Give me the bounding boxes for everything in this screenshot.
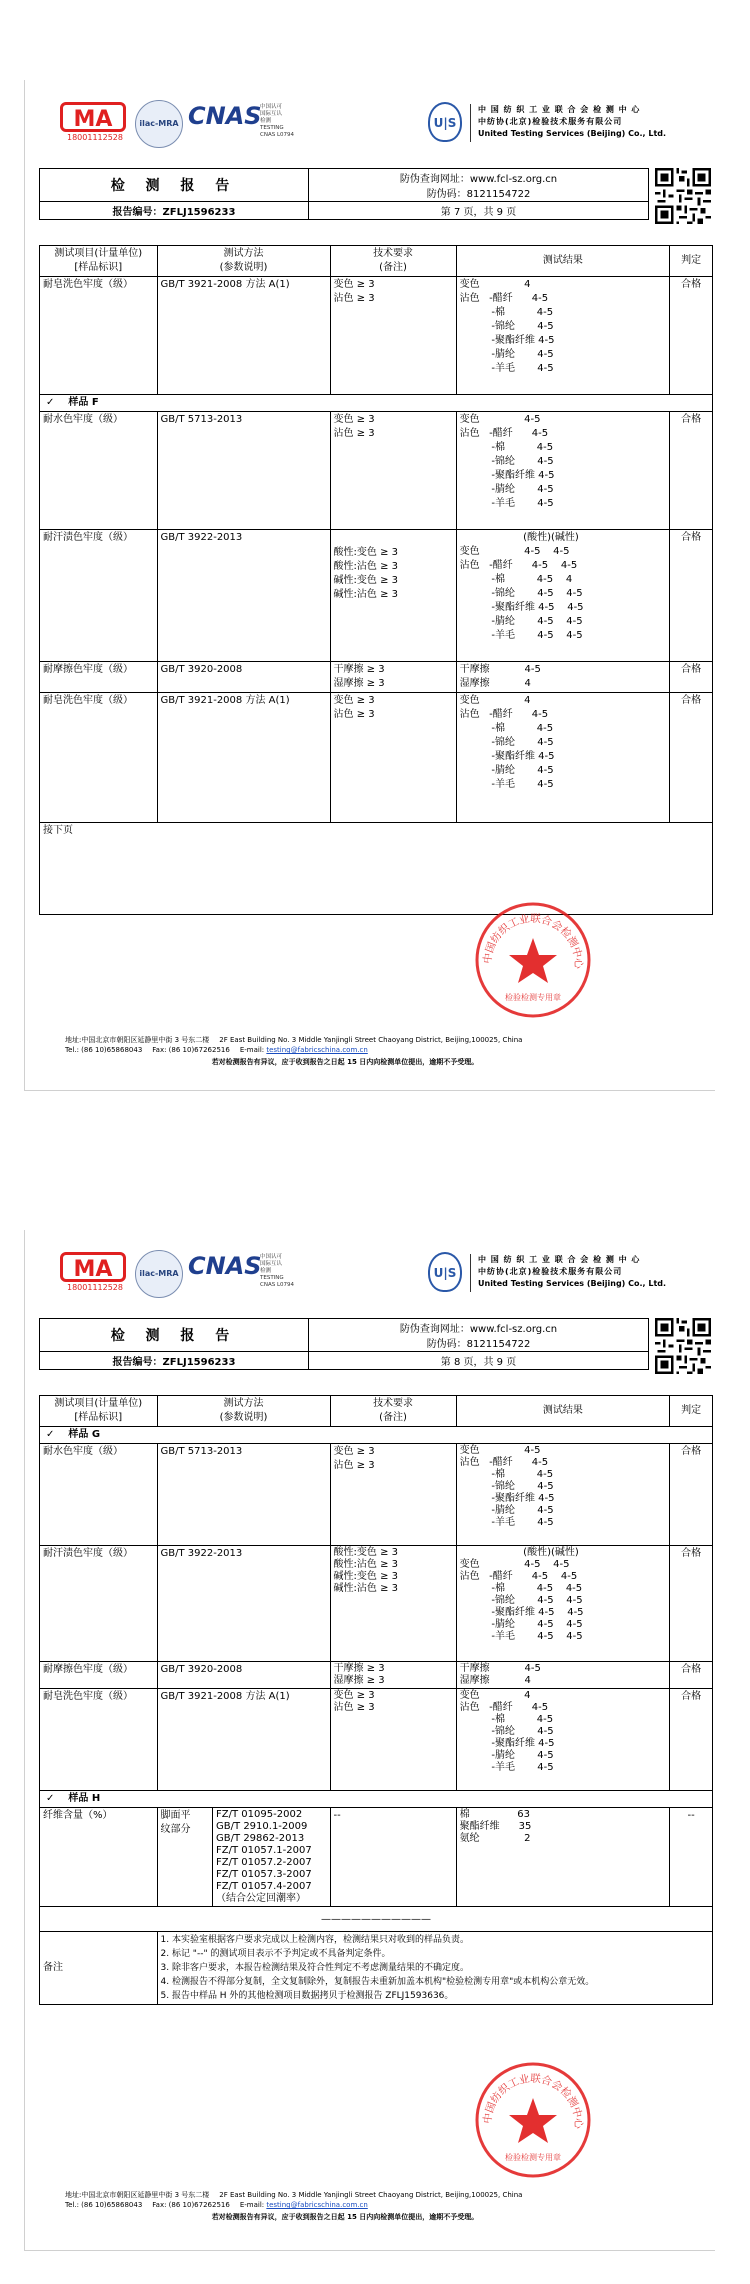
section-row: [40, 1427, 713, 1444]
ma-logo: MA 18001112528: [60, 102, 130, 144]
organization-name: 中 国 纺 织 工 业 联 合 会 检 测 中 心 中纺协(北京)检验技术服务有限公司 United Testing Services (Beijing) Co., Ltd.: [478, 1255, 667, 1288]
anti-fake-info: 防伪查询网址：www.fcl-sz.org.cn 防伪码：8121154722: [309, 169, 649, 202]
verdict-pass: 合格: [670, 693, 713, 823]
sample-label: 样品 G: [68, 1429, 101, 1440]
report-title-table: [39, 1318, 649, 1370]
svg-text:中国纺织工业联合会检测中心: 中国纺织工业联合会检测中心: [481, 912, 585, 969]
table-row: 耐汗渍色牢度（级） GB/T 3922-2013 酸性:变色 ≥ 3 酸性:沾色 ≥ 3 碱性:变色 ≥ 3 碱性:沾色 ≥ 3 (酸性)(碱性) 变色 4-5 4-5 沾色 -醋纤 4-5 4-5 -棉 4-5 4 -锦纶 4-5 4-5 -聚酯纤维 4-5 4-5 -腈纶 4-5 4-5 -羊毛 4-5 4-5 合格: [40, 530, 713, 662]
verdict-pass: 合格: [670, 1662, 713, 1689]
svg-text:检验检测专用章: 检验检测专用章: [505, 2153, 561, 2162]
table-header-row: [40, 1396, 713, 1427]
qr-code-icon: [655, 1318, 711, 1374]
page-number: 第 7 页，共 9 页: [309, 202, 649, 220]
table-row: 耐摩擦色牢度（级） GB/T 3920-2008 干摩擦 ≥ 3 湿摩擦 ≥ 3 干摩擦 4-5 湿摩擦 4 合格: [40, 662, 713, 693]
sample-label: 样品 H: [68, 1793, 101, 1804]
report-title: 检 测 报 告: [40, 169, 309, 202]
results-table-p7: [39, 245, 713, 915]
col-item: 测试项目(计量单位) [样品标识]: [40, 246, 158, 277]
table-row: 耐汗渍色牢度（级） GB/T 3922-2013 酸性:变色 ≥ 3 酸性:沾色 ≥ 3 碱性:变色 ≥ 3 碱性:沾色 ≥ 3 (酸性)(碱性) 变色 4-5 4-5 沾色 -醋纤 4-5 4-5 -棉 4-5 4-5 -锦纶 4-5 4-5 -聚酯纤维 4-5 4-5 -腈纶 4-5 4-5 -羊毛 4-5 4-5 合格: [40, 1546, 713, 1662]
ma-logo: MA 18001112528: [60, 1252, 130, 1294]
uts-logo: U|S: [428, 1252, 462, 1292]
logo-divider: [470, 104, 471, 142]
svg-text:中国纺织工业联合会检测中心: 中国纺织工业联合会检测中心: [481, 2072, 585, 2129]
col-verdict: 判定: [670, 246, 713, 277]
table-row: 耐水色牢度（级） GB/T 5713-2013 变色 ≥ 3 沾色 ≥ 3 变色 4-5 沾色 -醋纤 4-5 -棉 4-5 -锦纶 4-5 -聚酯纤维 4-5 -腈纶 4-5 -羊毛 4-5 合格: [40, 1444, 713, 1546]
col-requirement: 技术要求 (备注): [330, 1396, 456, 1427]
check-icon: ✓: [46, 397, 55, 408]
official-seal-stamp: [473, 2060, 593, 2180]
logo-divider: [470, 1254, 471, 1292]
cnas-logo: CNAS 中国认可 国际互认 检测 TESTING CNAS L0794: [188, 1252, 298, 1296]
letterhead: [60, 1250, 700, 1300]
svg-text:检验检测专用章: 检验检测专用章: [505, 993, 561, 1002]
col-requirement: 技术要求 (备注): [330, 246, 456, 277]
letterhead: [60, 100, 700, 150]
report-page-7: [24, 80, 715, 1091]
col-verdict: 判定: [670, 1396, 713, 1427]
table-row: 耐皂洗色牢度（级） GB/T 3921-2008 方法 A(1) 变色 ≥ 3 沾色 ≥ 3 变色 4 沾色 -醋纤 4-5 -棉 4-5 -锦纶 4-5 -聚酯纤维 4-5 -腈纶 4-5 -羊毛 4-5 合格: [40, 693, 713, 823]
qr-code-icon: [655, 168, 711, 224]
page-footer: 地址:中国北京市朝阳区延静里中街 3 号东二楼 2F East Building No. 3 Middle Yanjingli Street Chaoyang District, Beijing,100025, China Tel.: (86 10)65868043 Fax: (86 10)67262516 E-mail: testing@fabricschina.com.cn 若对检测报告有异议，应于收到报告之日起 15 日内向检测单位提出，逾期不予受理。: [65, 1036, 523, 1066]
end-divider: ———————————: [40, 1907, 713, 1932]
verdict-pass: 合格: [670, 412, 713, 530]
anti-fake-info: 防伪查询网址：www.fcl-sz.org.cn 防伪码：8121154722: [309, 1319, 649, 1352]
col-item: 测试项目(计量单位) [样品标识]: [40, 1396, 158, 1427]
cnas-logo: CNAS 中国认可 国际互认 检测 TESTING CNAS L0794: [188, 102, 298, 146]
ma-number: 18001112528: [67, 1283, 123, 1292]
col-result: 测试结果: [456, 246, 670, 277]
sample-label: 样品 F: [68, 397, 99, 408]
page-number: 第 8 页，共 9 页: [309, 1352, 649, 1370]
section-row: [40, 395, 713, 412]
verdict-pass: 合格: [670, 662, 713, 693]
ilac-mra-logo: ilac-MRA: [135, 100, 183, 148]
uts-logo: U|S: [428, 102, 462, 142]
table-row: 耐水色牢度（级） GB/T 5713-2013 变色 ≥ 3 沾色 ≥ 3 变色 4-5 沾色 -醋纤 4-5 -棉 4-5 -锦纶 4-5 -聚酯纤维 4-5 -腈纶 4-5 -羊毛 4-5 合格: [40, 412, 713, 530]
continued-label: 接下页: [40, 823, 713, 915]
email-link[interactable]: testing@fabricschina.com.cn: [266, 1046, 368, 1054]
table-row: 耐摩擦色牢度（级） GB/T 3920-2008 干摩擦 ≥ 3 湿摩擦 ≥ 3 干摩擦 4-5 湿摩擦 4 合格: [40, 1662, 713, 1689]
ilac-mra-logo: ilac-MRA: [135, 1250, 183, 1298]
report-number: 报告编号：ZFLJ1596233: [40, 202, 309, 220]
email-link[interactable]: testing@fabricschina.com.cn: [266, 2201, 368, 2209]
divider-row: [40, 1907, 713, 1932]
section-row: [40, 1791, 713, 1808]
check-icon: ✓: [46, 1429, 55, 1440]
sample-part: 脚面平 纹部分: [157, 1808, 213, 1907]
table-row: 耐皂洗色牢度（级） GB/T 3921-2008 方法 A(1) 变色 ≥ 3 沾色 ≥ 3 变色 4 沾色 -醋纤 4-5 -棉 4-5 -锦纶 4-5 -聚酯纤维 4-5 -腈纶 4-5 -羊毛 4-5 合格: [40, 277, 713, 395]
report-title: 检 测 报 告: [40, 1319, 309, 1352]
col-method: 测试方法 (参数说明): [157, 246, 330, 277]
results-table-p8: [39, 1395, 713, 2005]
col-result: 测试结果: [456, 1396, 670, 1427]
verdict-pass: 合格: [670, 530, 713, 662]
organization-name: 中 国 纺 织 工 业 联 合 会 检 测 中 心 中纺协(北京)检验技术服务有限公司 United Testing Services (Beijing) Co., Ltd.: [478, 105, 667, 138]
verdict-pass: 合格: [670, 277, 713, 395]
check-icon: ✓: [46, 1793, 55, 1804]
table-row: 耐皂洗色牢度（级） GB/T 3921-2008 方法 A(1) 变色 ≥ 3 沾色 ≥ 3 变色 4 沾色 -醋纤 4-5 -棉 4-5 -锦纶 4-5 -聚酯纤维 4-5 -腈纶 4-5 -羊毛 4-5 合格: [40, 1689, 713, 1791]
official-seal-stamp: [473, 900, 593, 1020]
table-header-row: [40, 246, 713, 277]
report-title-table: [39, 168, 649, 220]
notes-label: 备注: [40, 1932, 158, 2005]
table-row: 纤维含量（%） 脚面平 纹部分 FZ/T 01095-2002 GB/T 2910.1-2009 GB/T 29862-2013 FZ/T 01057.1-2007 FZ/T 01057.2-2007 FZ/T 01057.3-2007 FZ/T 01057.4-2007 （结合公定回潮率） -- 棉 63 聚酯纤维 35 氨纶 2 --: [40, 1808, 713, 1907]
report-page-8: [24, 1230, 715, 2251]
verdict-pass: 合格: [670, 1546, 713, 1662]
continued-row: [40, 823, 713, 915]
cnas-caption: 中国认可 国际互认 检测 TESTING CNAS L0794: [260, 104, 295, 138]
cnas-caption: 中国认可 国际互认 检测 TESTING CNAS L0794: [260, 1254, 295, 1288]
verdict-pass: 合格: [670, 1689, 713, 1791]
notes-row: [40, 1932, 713, 2005]
report-number: 报告编号：ZFLJ1596233: [40, 1352, 309, 1370]
col-method: 测试方法 (参数说明): [157, 1396, 330, 1427]
verdict-pass: 合格: [670, 1444, 713, 1546]
page-footer: 地址:中国北京市朝阳区延静里中街 3 号东二楼 2F East Building No. 3 Middle Yanjingli Street Chaoyang District, Beijing,100025, China Tel.: (86 10)65868043 Fax: (86 10)67262516 E-mail: testing@fabricschina.com.cn 若对检测报告有异议，应于收到报告之日起 15 日内向检测单位提出，逾期不予受理。: [65, 2191, 523, 2221]
ma-number: 18001112528: [67, 133, 123, 142]
notes-list: 1. 本实验室根据客户要求完成以上检测内容，检测结果只对收到的样品负责。 2. 标记 "--" 的测试项目表示不予判定或不具备判定条件。 3. 除非客户要求，本报告检测结果及符合性判定不考虑测量结果的不确定度。 4. 检测报告不得部分复制，全文复制除外，复制报告未重新加盖本机构"检验检测专用章"或本机构公章无效。 5. 报告中样品 H 外的其他检测项目数据拷贝于检测报告 ZFLJ1593636。: [157, 1932, 713, 2005]
